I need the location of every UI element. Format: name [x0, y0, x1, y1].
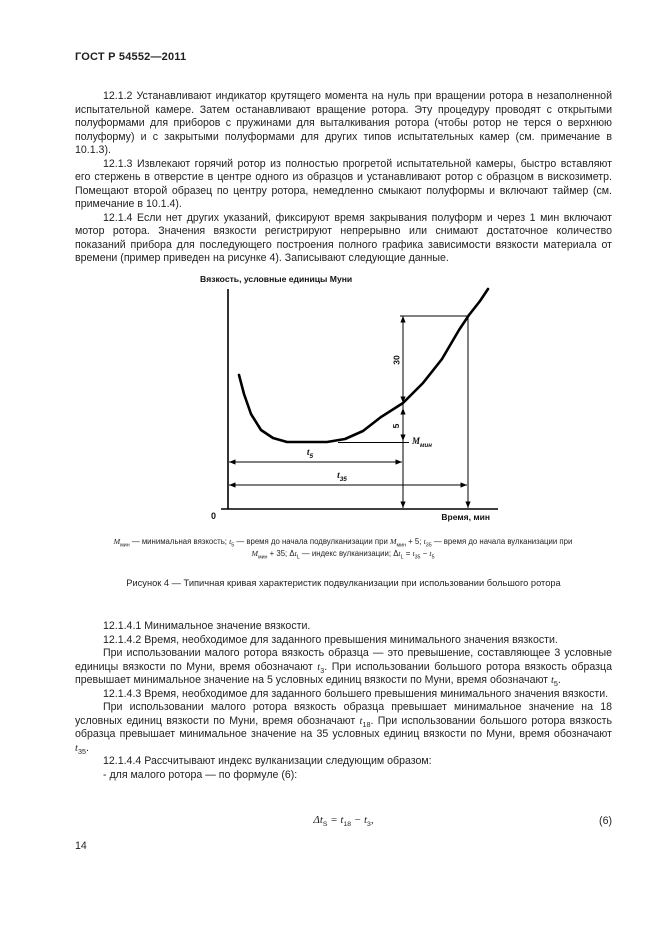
- formula-6-expression: $\Delta t_S = t_{18} - t_3$,: [313, 814, 374, 829]
- paragraph-12-1-3: 12.1.3 Извлекают горячий ротор из полностью прогретой испытательной камеры, быстро вставляют его стержень в отверстие в центре одного из образцов и устанавливают ротор с образцом в вискозиметр. Помещают второй образец по центру ротора, немедленно смыкают полуформы и включают таймер (см. примечание в 10.1.4).: [75, 157, 612, 210]
- document-header-gost-number: ГОСТ Р 54552—2011: [75, 51, 187, 63]
- figure-caption-line-2: $М_{мин} + 35$; $\Delta t_L$ — индекс вулканизации; $\Delta t_L = t_{35} - t_5$: [251, 548, 435, 561]
- paragraph-12-1-4-3-body: При использовании малого ротора вязкость образца превышает минимальное значение на 18 условных единиц вязкости по Муни, время обозначают $t_{18}$. При использовании большого ротора вязкость образца превышает минимальное значение на 35 условных единиц вязкости по Муни, время обозначают $t_{35}$.: [75, 701, 613, 756]
- figure-caption-legend: [63, 536, 623, 559]
- paragraph-12-1-2: 12.1.2 Устанавливают индикатор крутящего момента на нуль при вращении ротора в незаполненной испытательной камере. Затем останавливают вращение ротора. Эту процедуру проводят с открытыми полуформами для приборов с пружинами для выталкивания ротора (чтобы ротор не терся о верхнюю полуформу) и с закрытыми полуформами для других типов испытательных камер (см. примечание в 10.1.3).: [75, 90, 612, 156]
- figure-caption-line-1: $М_{мин}$ — минимальная вязкость; $t_5$ — время до начала подвулканизации при $М_{мин} + 5$; $t_{35}$ — время до начала вулканизации при: [113, 537, 573, 549]
- y-axis-label: Вязкость, условные единицы Муни: [200, 274, 353, 284]
- origin-zero-label: 0: [211, 511, 217, 521]
- m-min-label: $M_{мин}$: [412, 436, 432, 449]
- scorch-curve-chart: [195, 275, 505, 527]
- t5-label: $t_5$: [306, 448, 314, 460]
- paragraph-12-1-4-1: 12.1.4.1 Минимальное значение вязкости.: [103, 620, 311, 632]
- formula-6-row: [75, 814, 612, 830]
- paragraph-12-1-4-2: 12.1.4.2 Время, необходимое для заданного превышения минимального значения вязкости.: [103, 633, 558, 646]
- paragraph-12-1-4-2-body: При использовании малого ротора вязкость образца — это превышение, составляющее 3 условные единицы вязкости по Муни, время обозначают $t_3$. При использовании большого ротора вязкость образца превышает минимальное значение на 5 условных единиц вязкости по Муни, время обозначают $t_5$.: [75, 647, 612, 689]
- paragraph-12-1-4-3: 12.1.4.3 Время, необходимое для заданного большего превышения минимального значения вязкости.: [103, 687, 609, 700]
- paragraph-12-1-4: 12.1.4 Если нет других указаний, фиксируют время закрывания полуформ и через 1 мин включают мотор ротора. Значения вязкости регистрируют непрерывно или снимают достаточное количество показаний прибора для последующего построения полного графика зависимости вязкости материала от времени (пример приведен на рисунке 4). Записывают следующие данные.: [75, 211, 612, 264]
- dim-30-label: 30: [391, 355, 402, 365]
- paragraph-12-1-4-4: 12.1.4.4 Рассчитывают индекс вулканизации следующим образом:: [103, 755, 432, 767]
- x-axis-label: Время, мин: [441, 512, 490, 522]
- t35-label: $t_{35}$: [337, 471, 347, 483]
- viscosity-curve: [239, 289, 488, 442]
- figure-4-scorch-curve: [195, 275, 505, 527]
- body-text-block-2: [75, 620, 612, 782]
- paragraph-small-rotor-formula-ref: - для малого ротора — по формуле (6):: [103, 768, 298, 781]
- page-number: 14: [75, 840, 87, 852]
- figure-title: Рисунок 4 — Типичная кривая характеристик подвулканизации при использовании большого ротора: [126, 578, 561, 588]
- body-text-block-1: [75, 90, 612, 266]
- dim-5-label: 5: [391, 423, 401, 429]
- formula-6-number: (6): [599, 815, 612, 827]
